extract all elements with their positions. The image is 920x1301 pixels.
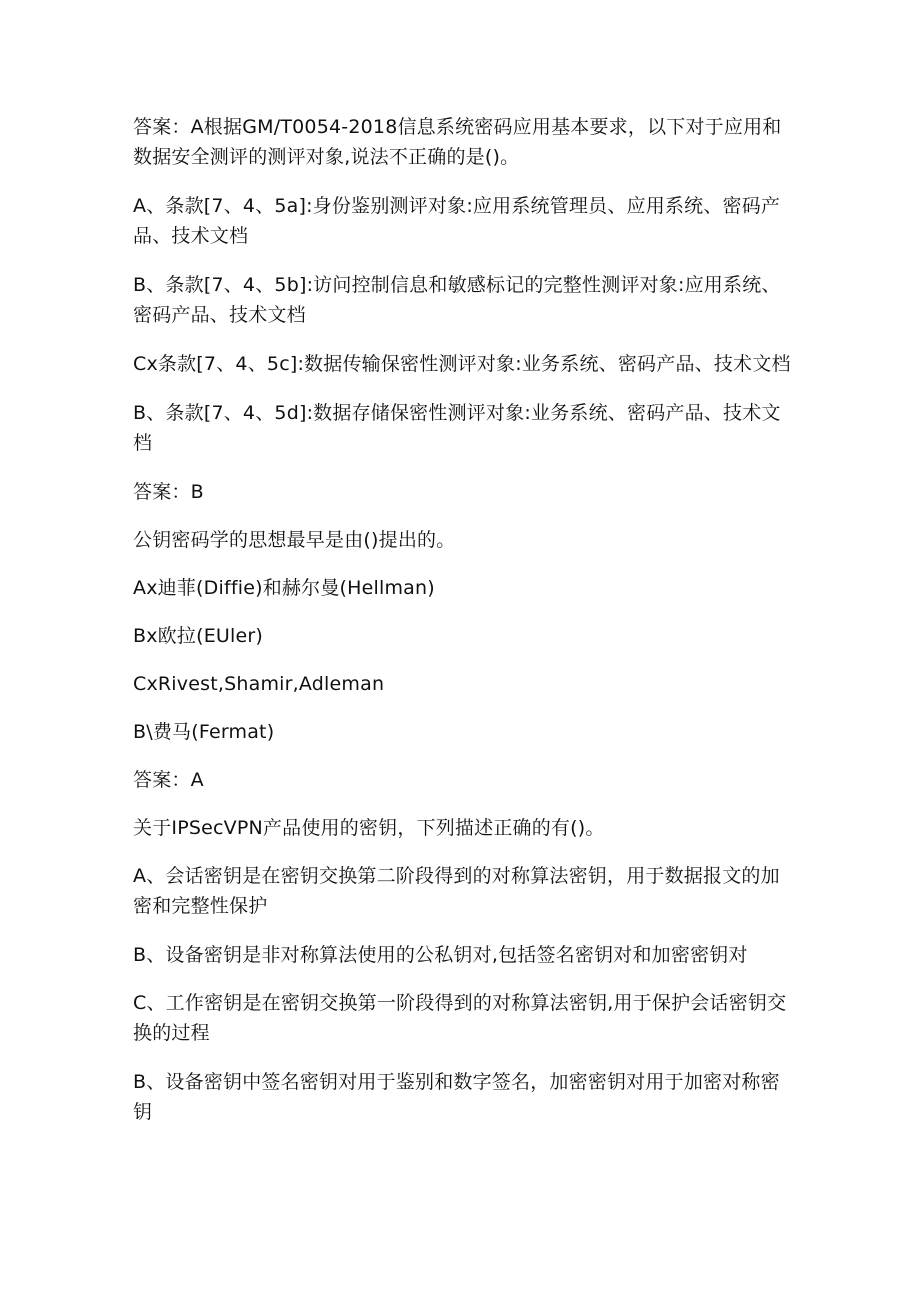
- option-b: B、设备密钥是非对称算法使用的公私钥对,包括签名密钥对和加密密钥对: [133, 944, 748, 966]
- option-c: C、工作密钥是在密钥交换第一阶段得到的对称算法密钥,用于保护会话密钥交换的过程: [133, 992, 787, 1044]
- option-b: B、条款[7、4、5b]:访问控制信息和敏感标记的完整性测评对象:应用系统、密码产品、技术文档: [133, 274, 781, 326]
- answer-line: 答案：B: [133, 481, 204, 503]
- document-page: [133, 112, 793, 1146]
- question-paragraph: 公钥密码学的思想最早是由()提出的。: [133, 529, 456, 551]
- option-d: B、设备密钥中签名密钥对用于鉴别和数字签名，加密密钥对用于加密对称密钥: [133, 1071, 780, 1123]
- option-d: B\费马(Fermat): [133, 721, 275, 743]
- option-d: B、条款[7、4、5d]:数据存储保密性测评对象:业务系统、密码产品、技术文档: [133, 402, 781, 454]
- answer-line: 答案：A: [133, 769, 204, 791]
- question-paragraph: 答案：A根据GM/T0054-2018信息系统密码应用基本要求，以下对于应用和数据安全测评的测评对象,说法不正确的是()。: [133, 116, 782, 168]
- question-paragraph: 关于IPSecVPN产品使用的密钥，下列描述正确的有()。: [133, 817, 605, 839]
- option-b: Bx欧拉(EUler): [133, 625, 263, 647]
- option-a: A、会话密钥是在密钥交换第二阶段得到的对称算法密钥，用于数据报文的加密和完整性保护: [133, 865, 780, 917]
- option-a: Ax迪菲(Diffie)和赫尔曼(Hellman): [133, 577, 435, 599]
- option-c: Cx条款[7、4、5c]:数据传输保密性测评对象:业务系统、密码产品、技术文档: [133, 353, 791, 375]
- option-c: CxRivest,Shamir,Adleman: [133, 673, 385, 695]
- option-a: A、条款[7、4、5a]:身份鉴别测评对象:应用系统管理员、应用系统、密码产品、技术文档: [133, 195, 781, 247]
